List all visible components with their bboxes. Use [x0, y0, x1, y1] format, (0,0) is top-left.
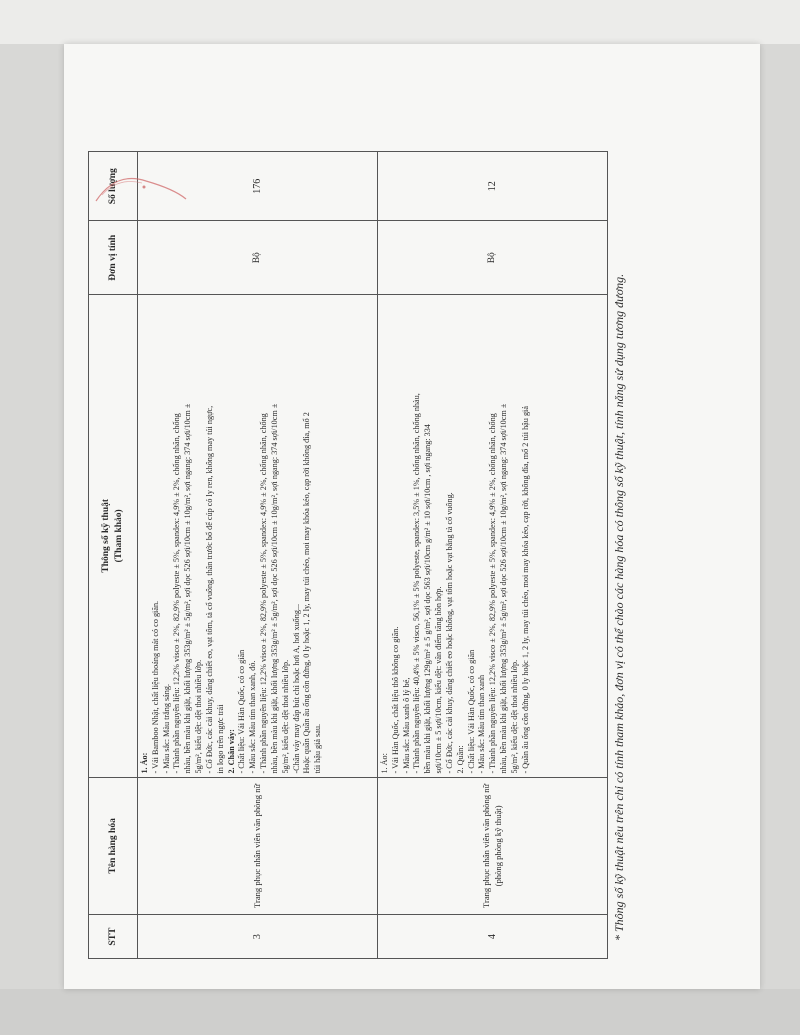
- header-spec-title: Thông số kỹ thuật: [101, 498, 112, 573]
- row-unit: Bộ: [138, 221, 378, 295]
- spec-line: nhàu, bền màu khi giặt, khối lượng 353g/m² ± 5g/m², sợi dọc 526 sợi/10cm ± 10g/m², sợi ngang: 374 sợi/10cm ±: [269, 403, 279, 774]
- specification-table: [88, 151, 608, 959]
- spec-line: nhàu, bền màu khi giặt, khối lượng 353g/m² ± 5g/m², sợi dọc 526 sợi/10cm ± 10g/m², sợi ngang: 374 sợi/10cm ±: [183, 403, 193, 774]
- spec-line: - Vải Hàn Quốc, chất liệu thô không co giãn.: [390, 626, 400, 774]
- spec-line: 1. Áo:: [380, 753, 389, 774]
- row-stt: 4: [378, 915, 608, 959]
- header-stt: STT: [89, 915, 138, 959]
- scan-background-bottom: [0, 989, 800, 1035]
- row-quantity: 176: [138, 152, 378, 221]
- spec-line: 2. Quần:: [455, 745, 465, 774]
- spec-line: - Màu sắc: Màu tím than xanh: [477, 674, 487, 774]
- red-stamp-mark: [86, 165, 196, 211]
- header-unit: Đơn vị tính: [89, 221, 138, 295]
- row-item-name: Trang phục nhân viên văn phòng nữ (phòng phòng kỹ thuật): [378, 777, 608, 915]
- spec-line: - Màu sắc: Màu tím than xanh, đỏ.: [248, 660, 258, 774]
- spec-line: - Màu sắc: Màu xanh ô lý bé,: [401, 677, 411, 774]
- row-stt: 3: [138, 915, 378, 959]
- spec-line: -Chân váy may đáp bút chì hoặc hơi A, hơi xuống...: [291, 603, 301, 774]
- spec-line: - Thành phần nguyên liệu: 12,2% visco ± 2%, 82,9% polyeste ± 5%, spandex: 4,9% ± 2%, chống nhăn, chống: [172, 413, 182, 774]
- spec-line: - Quần âu ống côn đứng, 0 ly hoặc 1, 2 ly, may túi chéo, moi may khóa kéo, cạp rời, không đỉa, mổ 2 túi hậu giả: [520, 406, 530, 774]
- header-item-name: Tên hàng hóa: [89, 777, 138, 915]
- table-header-row: [89, 152, 138, 959]
- spec-line: bền màu khi giặt, khối lượng 129g/m² ± 5 g/m², sợi dọc 563 sợi/10cm g/m² ± 10 sợi/10cm , sợi ngang: 334: [423, 424, 433, 774]
- spec-line: in logo trên ngực trái: [215, 704, 225, 774]
- spec-line: 1. Áo:: [140, 752, 149, 774]
- row-item-name: Trang phục nhân viên văn phòng nữ: [138, 777, 378, 915]
- row-unit: Bộ: [378, 221, 608, 295]
- row-specification: [378, 295, 608, 777]
- spec-line: - Thành phần nguyên liệu: 40,4% ± 5% visco, 56,1% ± 5% polyeste, spandex: 3,5% ± 1%, chống nhăn, chống nhàu,: [412, 393, 422, 774]
- document-page: [64, 44, 760, 989]
- table-row: [138, 152, 378, 959]
- header-quantity: Số lượng: [89, 152, 138, 221]
- spec-line: 5g/m², kiểu dệt: dệt thoi nhiều lớp.: [509, 659, 519, 774]
- header-specification: [89, 295, 138, 777]
- spec-line: túi hậu giả sau.: [313, 723, 323, 774]
- scan-background-top: [0, 0, 800, 44]
- spec-line: - Cổ Đức, các cài khuy, dáng chiết eo hoặc không, vạt tôm hoặc vạt bằng tà cổ vuông.: [444, 492, 454, 774]
- spec-line: 2. Chân váy:: [226, 729, 236, 774]
- spec-line: - Chất liệu: Vải Hàn Quốc, có co giãn: [466, 649, 476, 774]
- row-quantity: 12: [378, 152, 608, 221]
- rotated-landscape-sheet: [82, 51, 742, 981]
- spec-line: - Cổ Đức, các cài khuy, dáng chiết eo, vạt tôm, tà cổ vuông, thân trước bổ để cúp có ly ren, không may túi ngực,: [204, 405, 214, 774]
- header-spec-subtitle: (Tham khảo): [114, 509, 124, 563]
- table-row: [378, 152, 608, 959]
- spec-line: Hoặc quần Quần âu ống côn đứng, 0 ly hoặc 1, 2 ly, may túi chéo, moi may khóa kéo, cạp rời không đỉa, mổ 2: [302, 412, 312, 774]
- row-specification: [138, 295, 378, 777]
- spec-line: - Thành phần nguyên liệu: 12,2% visco ± 2%, 82,9% polyeste ± 5%, spandex: 4,9% ± 2%, chống nhăn, chống: [259, 413, 269, 774]
- spec-line: 5g/m², kiểu dệt: dệt thoi nhiều lớp.: [194, 659, 204, 774]
- spec-line: nhàu, bền màu khi giặt, khối lượng 353g/m² ± 5g/m², sợi dọc 526 sợi/10cm ± 10g/m², sợi ngang: 374 sợi/10cm ±: [499, 403, 509, 774]
- spec-line: - Vải Bamboo Nhật, chất liệu thoáng mát có co giãn.: [150, 600, 160, 774]
- spec-line: - Màu sắc: Màu trắng sáng.: [161, 683, 171, 774]
- spec-line: - Thành phần nguyên liệu: 12,2% visco ± 2%, 82,9% polyeste ± 5%, spandex: 4,9% ± 2%, chống nhăn, chống: [488, 413, 498, 774]
- footnote: * Thông số kỹ thuật nêu trên chỉ có tính tham khảo, đơn vị có thể chào các hàng hóa có thông số kỹ thuật, tính năng sử dụng tương đương.: [612, 273, 626, 941]
- spec-line: 5g/m², kiểu dệt: dệt thoi nhiều lớp.: [280, 659, 290, 774]
- spec-line: - Chất liệu: Vải Hàn Quốc, có co giãn: [237, 649, 247, 774]
- spec-line: sợi/10cm ± 5 sợi/10cm, kiểu dệt: vân điểm tăng hồn hợp.: [434, 586, 444, 774]
